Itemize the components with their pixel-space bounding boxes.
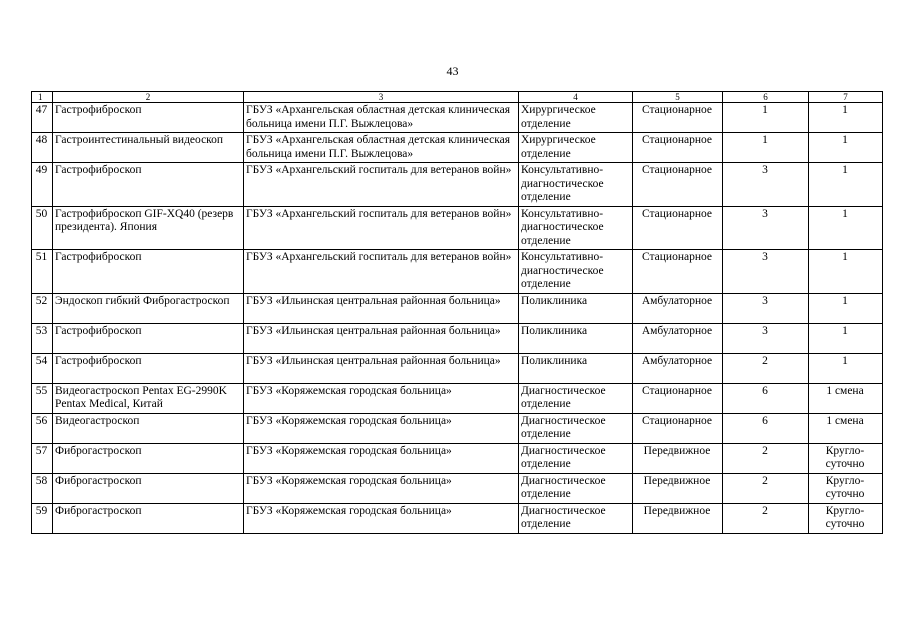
- equipment-name: Гастрофиброскоп GIF-XQ40 (резерв президента). Япония: [53, 206, 244, 250]
- department: Поликлиника: [519, 353, 633, 383]
- table-row: [32, 503, 883, 533]
- organization: ГБУЗ «Коряжемская городская больница»: [244, 413, 519, 443]
- row-number: 54: [32, 353, 53, 383]
- organization: ГБУЗ «Архангельский госпиталь для ветеранов войн»: [244, 206, 519, 250]
- department: Поликлиника: [519, 293, 633, 323]
- equipment-name: Гастрофиброскоп: [53, 103, 244, 133]
- organization: ГБУЗ «Коряжемская городская больница»: [244, 443, 519, 473]
- department: Диагностическое отделение: [519, 503, 633, 533]
- row-number: 50: [32, 206, 53, 250]
- organization: ГБУЗ «Коряжемская городская больница»: [244, 383, 519, 413]
- equipment-type: Амбулаторное: [633, 353, 723, 383]
- quantity: 1: [723, 103, 809, 133]
- organization: ГБУЗ «Ильинская центральная районная больница»: [244, 323, 519, 353]
- shift: Кругло-суточно: [809, 473, 883, 503]
- shift: 1: [809, 206, 883, 250]
- row-number: 53: [32, 323, 53, 353]
- row-number: 51: [32, 250, 53, 294]
- quantity: 3: [723, 250, 809, 294]
- quantity: 2: [723, 503, 809, 533]
- column-number: 6: [723, 92, 809, 103]
- quantity: 3: [723, 323, 809, 353]
- equipment-table: [31, 91, 883, 534]
- department: Хирургическое отделение: [519, 103, 633, 133]
- shift: 1: [809, 103, 883, 133]
- organization: ГБУЗ «Ильинская центральная районная больница»: [244, 293, 519, 323]
- equipment-type: Передвижное: [633, 503, 723, 533]
- department: Консультативно-диагностическое отделение: [519, 163, 633, 207]
- shift: 1: [809, 250, 883, 294]
- department: Консультативно-диагностическое отделение: [519, 250, 633, 294]
- equipment-type: Передвижное: [633, 443, 723, 473]
- equipment-name: Фиброгастроскоп: [53, 503, 244, 533]
- quantity: 3: [723, 206, 809, 250]
- quantity: 3: [723, 163, 809, 207]
- row-number: 52: [32, 293, 53, 323]
- row-number: 48: [32, 133, 53, 163]
- equipment-type: Стационарное: [633, 413, 723, 443]
- equipment-name: Фиброгастроскоп: [53, 473, 244, 503]
- quantity: 6: [723, 383, 809, 413]
- equipment-name: Гастрофиброскоп: [53, 163, 244, 207]
- quantity: 6: [723, 413, 809, 443]
- department: Диагностическое отделение: [519, 443, 633, 473]
- equipment-name: Фиброгастроскоп: [53, 443, 244, 473]
- row-number: 49: [32, 163, 53, 207]
- table-row: [32, 103, 883, 133]
- shift: 1: [809, 293, 883, 323]
- organization: ГБУЗ «Коряжемская городская больница»: [244, 503, 519, 533]
- table-row: [32, 133, 883, 163]
- shift: 1 смена: [809, 383, 883, 413]
- department: Поликлиника: [519, 323, 633, 353]
- equipment-name: Гастрофиброскоп: [53, 353, 244, 383]
- column-number: 4: [519, 92, 633, 103]
- equipment-name: Эндоскоп гибкий Фиброгастроскоп: [53, 293, 244, 323]
- equipment-type: Стационарное: [633, 383, 723, 413]
- equipment-type: Стационарное: [633, 103, 723, 133]
- shift: 1: [809, 323, 883, 353]
- table-row: [32, 250, 883, 294]
- row-number: 58: [32, 473, 53, 503]
- quantity: 1: [723, 133, 809, 163]
- department: Хирургическое отделение: [519, 133, 633, 163]
- column-number: 7: [809, 92, 883, 103]
- table-row: [32, 323, 883, 353]
- equipment-type: Передвижное: [633, 473, 723, 503]
- equipment-type: Амбулаторное: [633, 293, 723, 323]
- department: Диагностическое отделение: [519, 413, 633, 443]
- column-number: 1: [32, 92, 53, 103]
- page-number: 43: [446, 64, 459, 78]
- table-row: [32, 473, 883, 503]
- organization: ГБУЗ «Архангельская областная детская клиническая больница имени П.Г. Выжлецова»: [244, 133, 519, 163]
- department: Диагностическое отделение: [519, 473, 633, 503]
- row-number: 47: [32, 103, 53, 133]
- column-number: 3: [244, 92, 519, 103]
- quantity: 3: [723, 293, 809, 323]
- table-row: [32, 353, 883, 383]
- row-number: 55: [32, 383, 53, 413]
- organization: ГБУЗ «Архангельский госпиталь для ветеранов войн»: [244, 163, 519, 207]
- equipment-type: Стационарное: [633, 206, 723, 250]
- row-number: 57: [32, 443, 53, 473]
- quantity: 2: [723, 443, 809, 473]
- equipment-type: Стационарное: [633, 163, 723, 207]
- table-row: [32, 206, 883, 250]
- organization: ГБУЗ «Ильинская центральная районная больница»: [244, 353, 519, 383]
- equipment-name: Гастрофиброскоп: [53, 250, 244, 294]
- table-row: [32, 413, 883, 443]
- equipment-type: Амбулаторное: [633, 323, 723, 353]
- shift: Кругло-суточно: [809, 503, 883, 533]
- shift: Кругло-суточно: [809, 443, 883, 473]
- equipment-type: Стационарное: [633, 250, 723, 294]
- shift: 1 смена: [809, 413, 883, 443]
- quantity: 2: [723, 353, 809, 383]
- department: Консультативно-диагностическое отделение: [519, 206, 633, 250]
- row-number: 56: [32, 413, 53, 443]
- equipment-name: Видеогастроскоп Pentax EG-2990K Pentax Medical, Китай: [53, 383, 244, 413]
- column-number: 5: [633, 92, 723, 103]
- column-number: 2: [53, 92, 244, 103]
- shift: 1: [809, 133, 883, 163]
- department: Диагностическое отделение: [519, 383, 633, 413]
- equipment-type: Стационарное: [633, 133, 723, 163]
- equipment-name: Видеогастроскоп: [53, 413, 244, 443]
- row-number: 59: [32, 503, 53, 533]
- table-row: [32, 383, 883, 413]
- equipment-name: Гастрофиброскоп: [53, 323, 244, 353]
- column-number-row: [32, 92, 883, 103]
- quantity: 2: [723, 473, 809, 503]
- equipment-name: Гастроинтестинальный видеоскоп: [53, 133, 244, 163]
- shift: 1: [809, 353, 883, 383]
- organization: ГБУЗ «Коряжемская городская больница»: [244, 473, 519, 503]
- table-row: [32, 163, 883, 207]
- organization: ГБУЗ «Архангельская областная детская клиническая больница имени П.Г. Выжлецова»: [244, 103, 519, 133]
- table-row: [32, 293, 883, 323]
- organization: ГБУЗ «Архангельский госпиталь для ветеранов войн»: [244, 250, 519, 294]
- shift: 1: [809, 163, 883, 207]
- table-row: [32, 443, 883, 473]
